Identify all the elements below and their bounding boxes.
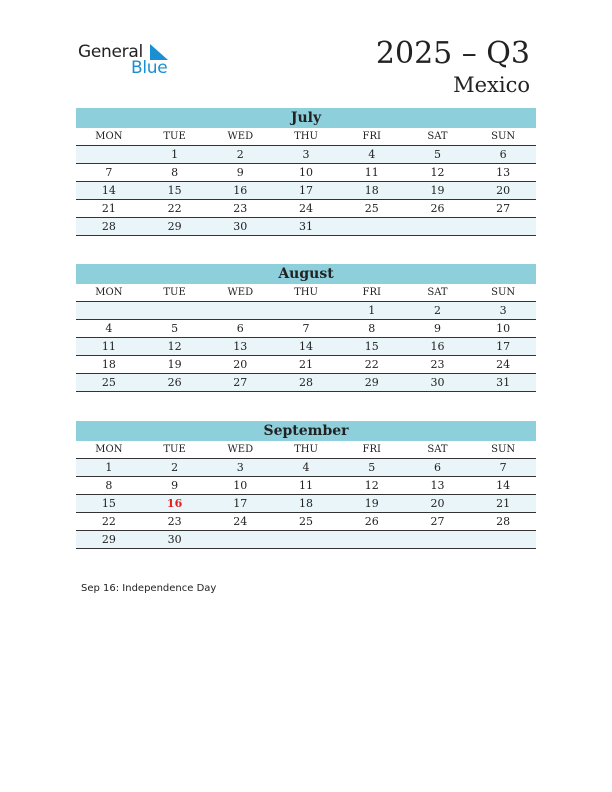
- empty-day-cell: [273, 531, 339, 548]
- empty-day-cell: [339, 218, 405, 235]
- day-cell: 25: [364, 202, 379, 215]
- day-cell: 16: [166, 497, 183, 510]
- day-cell: 25: [101, 376, 116, 389]
- week-row: [76, 495, 536, 513]
- day-cell: 20: [496, 184, 511, 197]
- day-cell: 27: [430, 515, 445, 528]
- day-cell: 11: [364, 166, 379, 179]
- day-cell: 29: [364, 376, 379, 389]
- day-cell: 1: [105, 461, 113, 474]
- week-row: [76, 218, 536, 236]
- day-cell: 9: [236, 166, 244, 179]
- week-row: [76, 200, 536, 218]
- day-cell: 12: [167, 340, 182, 353]
- day-cell: 4: [105, 322, 113, 335]
- day-cell: 14: [101, 184, 116, 197]
- day-cell: 6: [499, 148, 507, 161]
- day-cell: 12: [364, 479, 379, 492]
- weekday-label: WED: [227, 287, 254, 298]
- day-cell: 7: [302, 322, 310, 335]
- day-cell: 21: [101, 202, 116, 215]
- day-cell: 8: [171, 166, 179, 179]
- day-cell: 6: [236, 322, 244, 335]
- country-name: Mexico: [453, 73, 530, 97]
- day-cell: 10: [299, 166, 314, 179]
- day-cell: 13: [430, 479, 445, 492]
- day-cell: 30: [430, 376, 445, 389]
- day-cell: 15: [101, 497, 116, 510]
- month-calendar-september: [76, 421, 536, 549]
- day-cell: 9: [171, 479, 179, 492]
- day-cell: 6: [433, 461, 441, 474]
- day-cell: 30: [233, 220, 248, 233]
- month-calendar-august: [76, 264, 536, 392]
- day-cell: 23: [233, 202, 248, 215]
- weekday-label: FRI: [362, 287, 381, 298]
- weekday-label: MON: [95, 287, 123, 298]
- month-header: July: [76, 108, 536, 128]
- day-cell: 17: [299, 184, 314, 197]
- day-cell: 5: [433, 148, 441, 161]
- day-cell: 16: [430, 340, 445, 353]
- holiday-note: Sep 16: Independence Day: [81, 583, 217, 594]
- day-cell: 13: [496, 166, 511, 179]
- day-cell: 15: [167, 184, 182, 197]
- day-cell: 8: [368, 322, 376, 335]
- day-cell: 18: [101, 358, 116, 371]
- weekday-label: TUE: [163, 131, 186, 142]
- day-cell: 20: [430, 497, 445, 510]
- weekday-label: TUE: [163, 444, 186, 455]
- weekday-label: THU: [294, 444, 318, 455]
- weekday-label: TUE: [163, 287, 186, 298]
- logo-text-general: General: [78, 42, 143, 62]
- day-cell: 29: [101, 533, 116, 546]
- day-cell: 22: [364, 358, 379, 371]
- empty-day-cell: [339, 531, 405, 548]
- day-cell: 15: [364, 340, 379, 353]
- day-cell: 23: [167, 515, 182, 528]
- day-cell: 28: [101, 220, 116, 233]
- day-cell: 21: [299, 358, 314, 371]
- day-cell: 24: [496, 358, 511, 371]
- day-cell: 3: [499, 304, 507, 317]
- empty-day-cell: [273, 302, 339, 319]
- empty-day-cell: [405, 218, 471, 235]
- logo-text-blue: Blue: [131, 58, 168, 78]
- day-cell: 19: [430, 184, 445, 197]
- day-cell: 30: [167, 533, 182, 546]
- day-cell: 26: [167, 376, 182, 389]
- week-row: [76, 374, 536, 392]
- weekday-row: [76, 128, 536, 146]
- weekday-label: SUN: [491, 131, 516, 142]
- weekday-label: WED: [227, 444, 254, 455]
- day-cell: 10: [496, 322, 511, 335]
- day-cell: 3: [236, 461, 244, 474]
- week-row: [76, 459, 536, 477]
- day-cell: 22: [167, 202, 182, 215]
- day-cell: 27: [233, 376, 248, 389]
- day-cell: 31: [496, 376, 511, 389]
- day-cell: 5: [368, 461, 376, 474]
- day-cell: 1: [368, 304, 376, 317]
- weekday-row: [76, 441, 536, 459]
- weekday-label: WED: [227, 131, 254, 142]
- day-cell: 19: [167, 358, 182, 371]
- day-cell: 27: [496, 202, 511, 215]
- weekday-row: [76, 284, 536, 302]
- day-cell: 24: [299, 202, 314, 215]
- day-cell: 19: [364, 497, 379, 510]
- empty-day-cell: [207, 302, 273, 319]
- day-cell: 24: [233, 515, 248, 528]
- week-row: [76, 356, 536, 374]
- day-cell: 4: [302, 461, 310, 474]
- day-cell: 16: [233, 184, 248, 197]
- week-row: [76, 146, 536, 164]
- day-cell: 4: [368, 148, 376, 161]
- day-cell: 28: [299, 376, 314, 389]
- weekday-label: FRI: [362, 444, 381, 455]
- day-cell: 29: [167, 220, 182, 233]
- empty-day-cell: [470, 218, 536, 235]
- weekday-label: SAT: [427, 287, 448, 298]
- day-cell: 26: [430, 202, 445, 215]
- brand-logo: [78, 40, 178, 80]
- week-row: [76, 320, 536, 338]
- day-cell: 17: [233, 497, 248, 510]
- day-cell: 20: [233, 358, 248, 371]
- day-cell: 11: [299, 479, 314, 492]
- day-cell: 7: [105, 166, 113, 179]
- empty-day-cell: [405, 531, 471, 548]
- weekday-label: FRI: [362, 131, 381, 142]
- day-cell: 2: [433, 304, 441, 317]
- week-row: [76, 513, 536, 531]
- day-cell: 1: [171, 148, 179, 161]
- day-cell: 26: [364, 515, 379, 528]
- weekday-label: SUN: [491, 287, 516, 298]
- day-cell: 9: [433, 322, 441, 335]
- day-cell: 21: [496, 497, 511, 510]
- week-row: [76, 182, 536, 200]
- page-title: 2025 – Q3: [375, 36, 530, 71]
- week-row: [76, 164, 536, 182]
- day-cell: 23: [430, 358, 445, 371]
- day-cell: 28: [496, 515, 511, 528]
- day-cell: 17: [496, 340, 511, 353]
- day-cell: 18: [364, 184, 379, 197]
- weekday-label: MON: [95, 444, 123, 455]
- day-cell: 2: [171, 461, 179, 474]
- empty-day-cell: [76, 302, 142, 319]
- month-header: September: [76, 421, 536, 441]
- day-cell: 22: [101, 515, 116, 528]
- day-cell: 5: [171, 322, 179, 335]
- day-cell: 12: [430, 166, 445, 179]
- empty-day-cell: [207, 531, 273, 548]
- week-row: [76, 302, 536, 320]
- weekday-label: THU: [294, 287, 318, 298]
- day-cell: 7: [499, 461, 507, 474]
- day-cell: 11: [101, 340, 116, 353]
- empty-day-cell: [76, 146, 142, 163]
- day-cell: 10: [233, 479, 248, 492]
- day-cell: 31: [299, 220, 314, 233]
- weekday-label: SUN: [491, 444, 516, 455]
- month-header: August: [76, 264, 536, 284]
- day-cell: 18: [299, 497, 314, 510]
- day-cell: 25: [299, 515, 314, 528]
- week-row: [76, 338, 536, 356]
- day-cell: 3: [302, 148, 310, 161]
- day-cell: 14: [496, 479, 511, 492]
- week-row: [76, 477, 536, 495]
- empty-day-cell: [470, 531, 536, 548]
- day-cell: 13: [233, 340, 248, 353]
- day-cell: 2: [236, 148, 244, 161]
- day-cell: 14: [299, 340, 314, 353]
- weekday-label: SAT: [427, 131, 448, 142]
- empty-day-cell: [142, 302, 208, 319]
- month-calendar-july: [76, 108, 536, 236]
- day-cell: 8: [105, 479, 113, 492]
- weekday-label: MON: [95, 131, 123, 142]
- weekday-label: THU: [294, 131, 318, 142]
- week-row: [76, 531, 536, 549]
- weekday-label: SAT: [427, 444, 448, 455]
